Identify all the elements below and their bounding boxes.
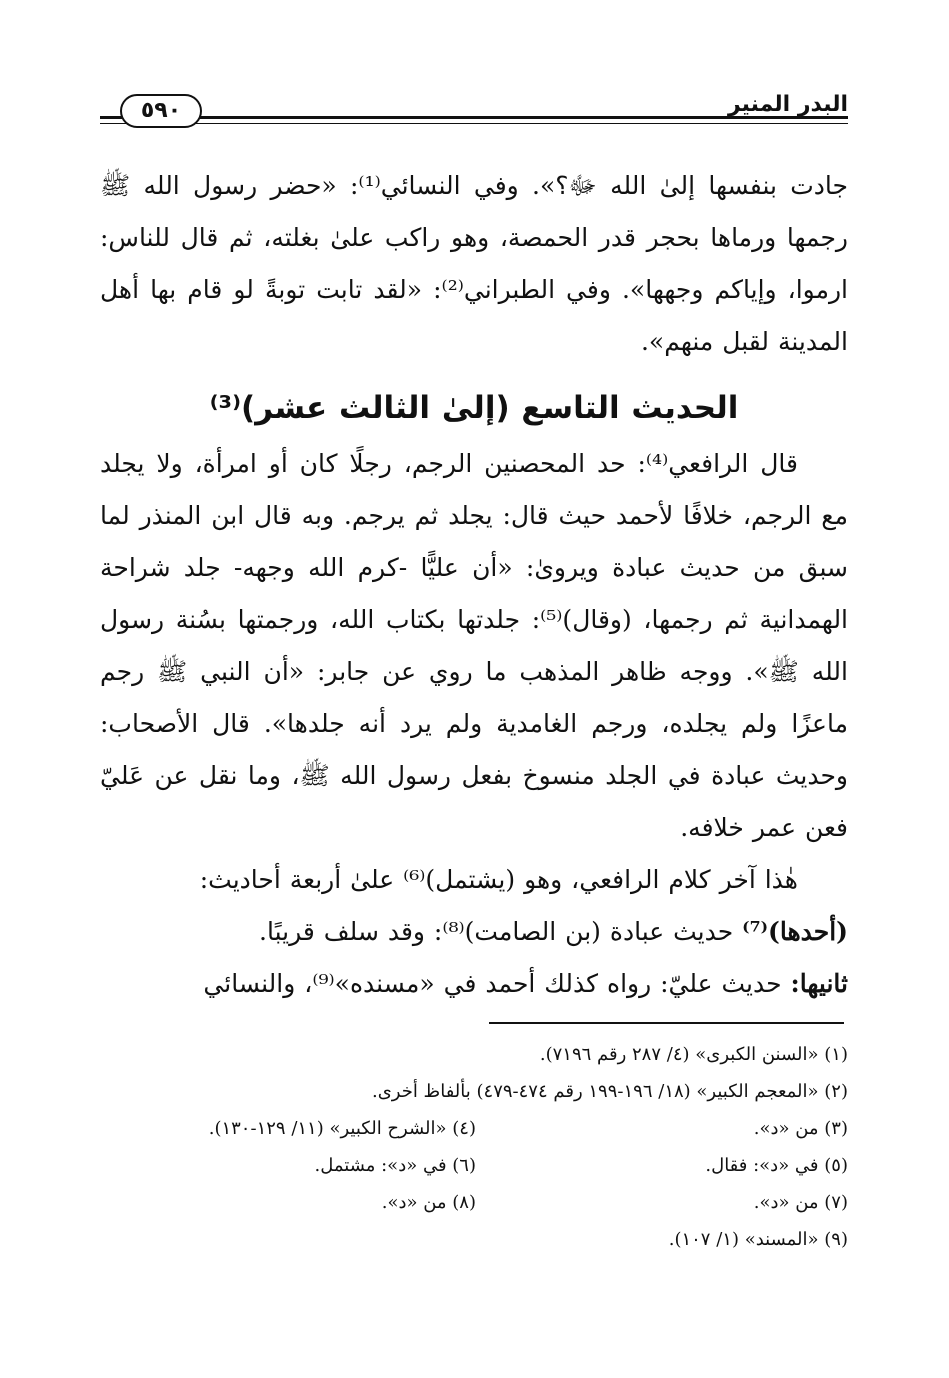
paragraph-opening: جادت بنفسها إلىٰ الله ﷻ؟». وفي النسائي⁽¹⁾: «حضر رسول الله ﷺ رجمها ورماها بحجر قدر الحمصة، وهو راكب علىٰ بغلته، ثم قال للناس: ارموا، وإياكم وجهها». وفي الطبراني⁽²⁾: «لقد تابت توبةً لو قام بها أهل المدينة لقبل منهم». [100, 171, 848, 356]
footnote-7: (٧) من «د». [753, 1192, 848, 1213]
second-hadith-label: ثانيها: [790, 969, 848, 998]
footnote-9: (٩) «المسند» (١/ ١٠٧). [668, 1229, 848, 1250]
footnote-5: (٥) في «د»: فقال. [705, 1155, 848, 1176]
footnote-2: (٢) «المعجم الكبير» (١٨/ ١٩٦-١٩٩ رقم ٤٧٤-٤٧٩) بألفاظ أخرى. [371, 1081, 848, 1102]
second-hadith-text: حديث عليّ: رواه كذلك أحمد في «مسنده»⁽⁹⁾، والنسائي [203, 969, 791, 998]
page-number-badge [120, 94, 202, 128]
footnote-separator [489, 1022, 844, 1024]
first-hadith-label: (أحدها)⁽⁷⁾ [742, 917, 848, 946]
footnote-1: (١) «السنن الكبرى» (٤/ ٢٨٧ رقم ٧١٩٦). [539, 1044, 848, 1065]
paragraph-summary: هٰذا آخر كلام الرافعي، وهو (يشتمل)⁽⁶⁾ علىٰ أربعة أحاديث: [199, 865, 798, 894]
paragraph-second-hadith [100, 958, 848, 1010]
page-number: ٥٩٠ [140, 98, 182, 123]
footnote-row [100, 1147, 848, 1184]
footnote-row [100, 1110, 848, 1147]
first-hadith-text: حديث عبادة (بن الصامت)⁽⁸⁾: وقد سلف قريبًا. [259, 917, 743, 946]
page-header [100, 92, 848, 132]
paragraph-first-hadith [100, 906, 848, 958]
footnote-4: (٤) «الشرح الكبير» (١١/ ١٢٩-١٣٠). [208, 1118, 476, 1139]
main-text [100, 160, 848, 1010]
footnotes [100, 1036, 848, 1258]
book-title: البدر المنير [727, 92, 848, 117]
paragraph-rafii: قال الرافعي⁽⁴⁾: حد المحصنين الرجم، رجلًا كان أو امرأة، ولا يجلد مع الرجم، خلافًا لأحمد حيث قال: يجلد ثم يرجم. وبه قال ابن المنذر لما سبق من حديث عبادة ويروىٰ: «أن عليًّا -كرم الله وجهه- جلد شراحة الهمدانية ثم رجمها، (وقال)⁽⁵⁾: جلدتها بكتاب الله، ورجمتها بسُنة رسول الله ﷺ». ووجه ظاهر المذهب ما روي عن جابر: «أن النبي ﷺ رجم ماعزًا ولم يجلده، ورجم الغامدية ولم يرد أنه جلدها». قال الأصحاب: وحديث عبادة في الجلد منسوخ بفعل رسول الله ﷺ، وما نقل عن عَليّ فعن عمر خلافه. [100, 449, 849, 842]
footnote-row [100, 1184, 848, 1221]
footnote-8: (٨) من «د». [381, 1192, 476, 1213]
section-title: الحديث التاسع (إلىٰ الثالث عشر)⁽³⁾ [209, 390, 739, 426]
header-thin-rule [100, 123, 848, 124]
footnote-3: (٣) من «د». [753, 1118, 848, 1139]
footnote-6: (٦) في «د»: مشتمل. [314, 1155, 476, 1176]
